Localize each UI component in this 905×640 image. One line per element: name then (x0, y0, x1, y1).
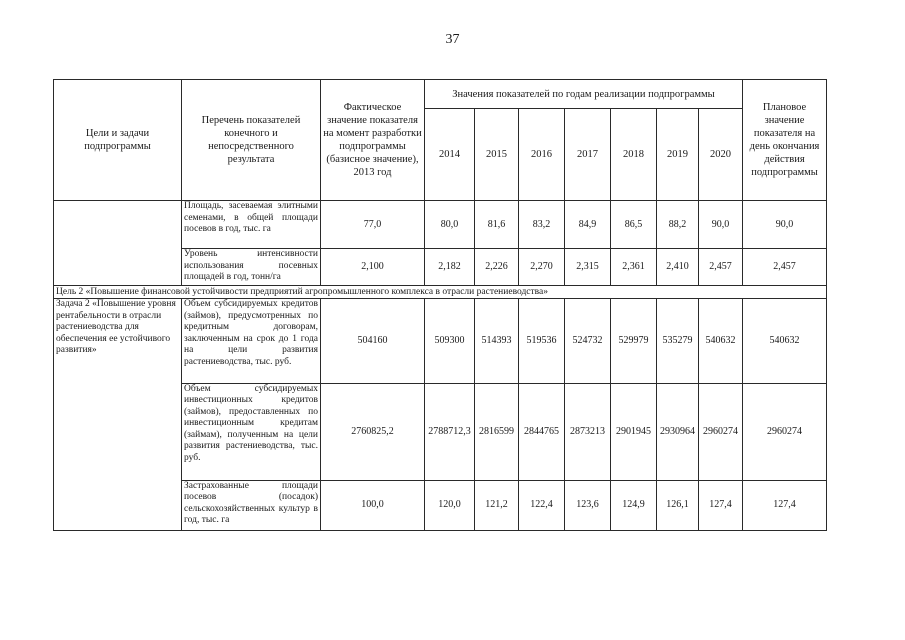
year-value: 86,5 (611, 201, 657, 249)
year-value: 2901945 (611, 383, 657, 480)
actual-value: 100,0 (321, 480, 425, 530)
header-indicators: Перечень показателей конечного и непосредственного результата (182, 80, 321, 201)
year-value: 126,1 (657, 480, 699, 530)
header-year: 2015 (475, 109, 519, 201)
planned-value: 540632 (743, 299, 827, 383)
year-value: 83,2 (519, 201, 565, 249)
year-value: 88,2 (657, 201, 699, 249)
actual-value: 77,0 (321, 201, 425, 249)
header-year: 2014 (425, 109, 475, 201)
actual-value: 2760825,2 (321, 383, 425, 480)
indicators-table (53, 79, 827, 531)
header-goals-tasks: Цели и задачи подпрограммы (54, 80, 182, 201)
indicator-label: Застрахованные площади посевов (посадок) сельскохозяйственных культур в год, тыс. га (182, 480, 321, 530)
year-value: 509300 (425, 299, 475, 383)
header-planned-value: Плановое значение показателя на день окончания действия подпрограммы (743, 80, 827, 201)
year-value: 2,182 (425, 249, 475, 286)
year-value: 84,9 (565, 201, 611, 249)
year-value: 127,4 (699, 480, 743, 530)
year-value: 2788712,3 (425, 383, 475, 480)
year-value: 124,9 (611, 480, 657, 530)
page-number: 37 (445, 32, 460, 47)
header-year: 2018 (611, 109, 657, 201)
planned-value: 2,457 (743, 249, 827, 286)
table-row (54, 299, 827, 383)
year-value: 2,457 (699, 249, 743, 286)
actual-value: 504160 (321, 299, 425, 383)
actual-value: 2,100 (321, 249, 425, 286)
year-value: 529979 (611, 299, 657, 383)
year-value: 2,315 (565, 249, 611, 286)
indicator-label: Уровень интенсивности использования посевных площадей в год, тонн/га (182, 249, 321, 286)
indicator-label: Объем субсидируемых кредитов (займов), предусмотренных по кредитным договорам, заключенным на срок до 1 года на цели развития растениеводства, тыс. руб. (182, 299, 321, 383)
header-actual-value: Фактическое значение показателя на момент разработки подпрограммы (базисное значение), 2013 год (321, 80, 425, 201)
goal2-task: Задача 2 «Повышение уровня рентабельности в отрасли растениеводства для обеспечения ее устойчивого развития» (54, 299, 182, 531)
year-value: 120,0 (425, 480, 475, 530)
indicator-label: Объем субсидируемых инвестиционных кредитов (займов), предоставленных по инвестиционным кредитам (займам), полученным на цели развития растениеводства, тыс. руб. (182, 383, 321, 480)
table-row (54, 201, 827, 249)
year-value: 524732 (565, 299, 611, 383)
planned-value: 90,0 (743, 201, 827, 249)
year-value: 2,270 (519, 249, 565, 286)
header-values-by-years: Значения показателей по годам реализации подпрограммы (425, 80, 743, 109)
year-value: 2,226 (475, 249, 519, 286)
header-year: 2020 (699, 109, 743, 201)
year-value: 540632 (699, 299, 743, 383)
year-value: 122,4 (519, 480, 565, 530)
year-value: 535279 (657, 299, 699, 383)
year-value: 2,361 (611, 249, 657, 286)
goal2-title: Цель 2 «Повышение финансовой устойчивости предприятий агропромышленного комплекса в отрасли растениеводства» (54, 286, 827, 299)
year-value: 2930964 (657, 383, 699, 480)
year-value: 2844765 (519, 383, 565, 480)
header-year: 2017 (565, 109, 611, 201)
planned-value: 127,4 (743, 480, 827, 530)
year-value: 81,6 (475, 201, 519, 249)
header-year: 2016 (519, 109, 565, 201)
indicator-label: Площадь, засеваемая элитными семенами, в общей площади посевов в год, тыс. га (182, 201, 321, 249)
year-value: 2,410 (657, 249, 699, 286)
year-value: 121,2 (475, 480, 519, 530)
goal1-task-cell (54, 201, 182, 286)
header-year: 2019 (657, 109, 699, 201)
year-value: 2816599 (475, 383, 519, 480)
year-value: 2960274 (699, 383, 743, 480)
planned-value: 2960274 (743, 383, 827, 480)
year-value: 2873213 (565, 383, 611, 480)
year-value: 80,0 (425, 201, 475, 249)
year-value: 514393 (475, 299, 519, 383)
year-value: 519536 (519, 299, 565, 383)
year-value: 90,0 (699, 201, 743, 249)
year-value: 123,6 (565, 480, 611, 530)
